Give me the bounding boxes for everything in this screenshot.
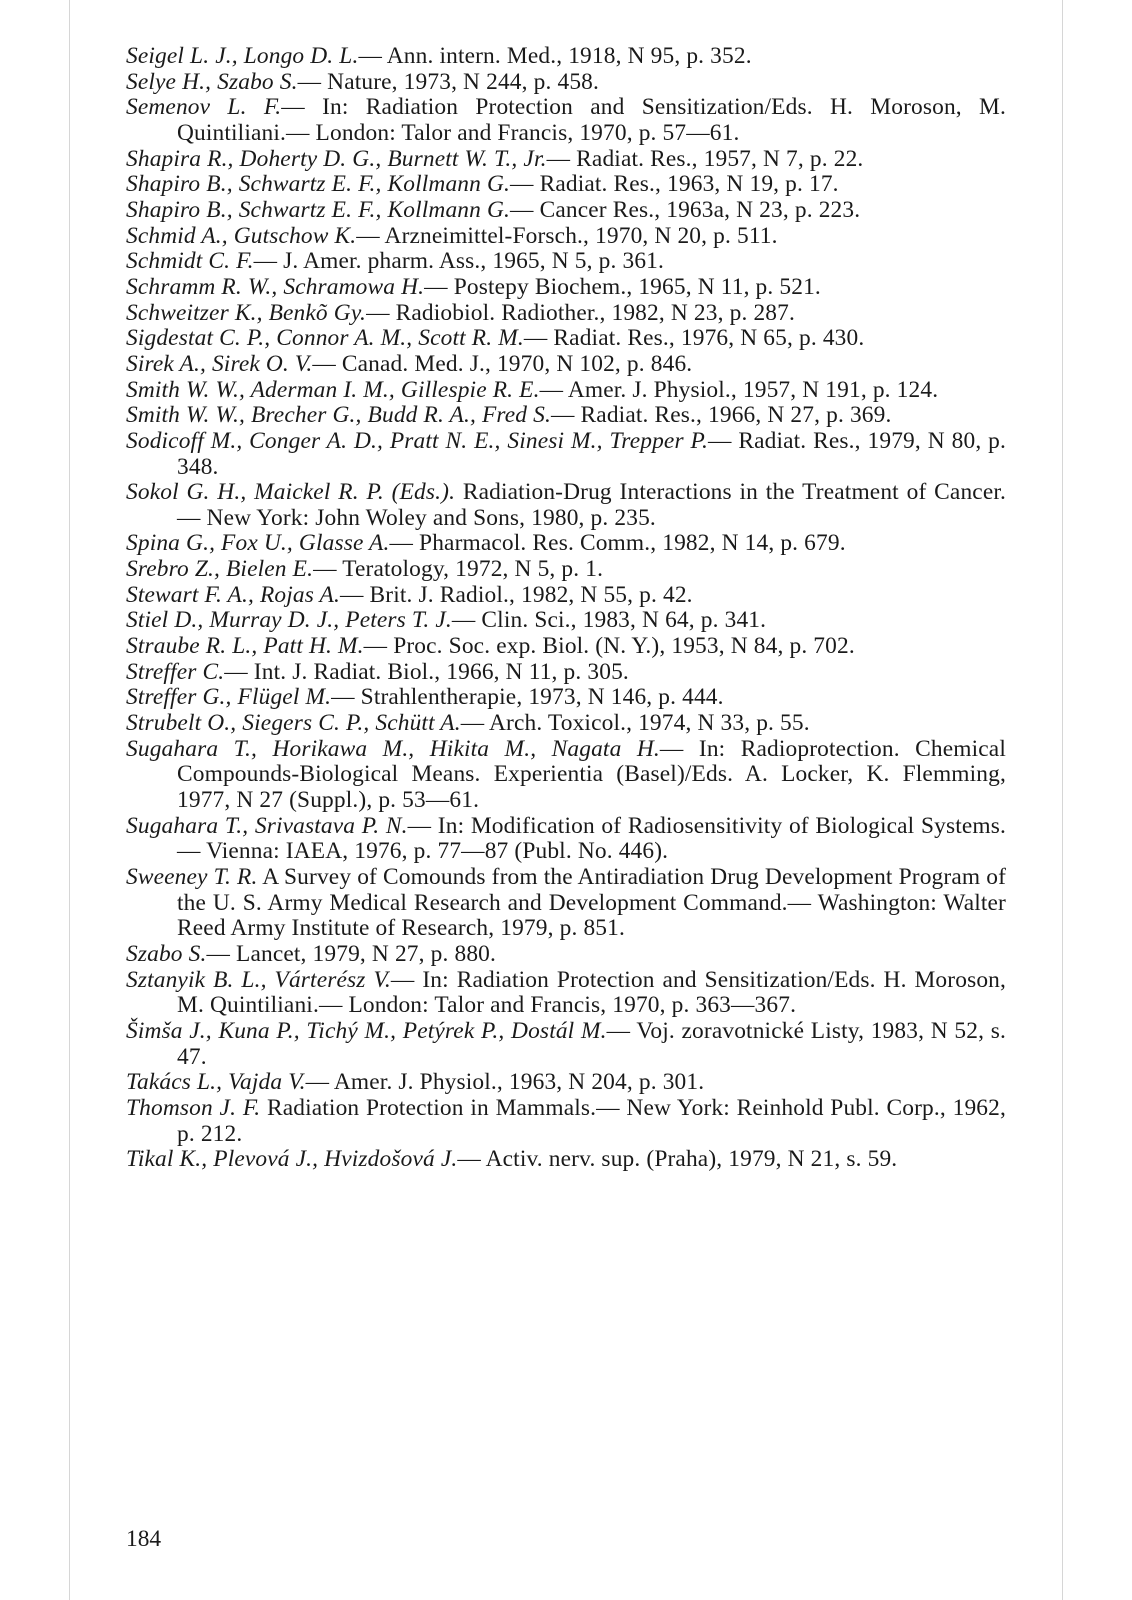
reference-entry	[126, 685, 1006, 711]
reference-source: — Lancet, 1979, N 27, p. 880.	[206, 940, 497, 967]
reference-authors: Straube R. L., Patt H. M.	[126, 633, 364, 660]
reference-authors: Sodicoff M., Conger A. D., Pratt N. E., Sinesi M., Trepper P.	[126, 427, 708, 454]
reference-source: — Radiat. Res., 1957, N 7, p. 22.	[546, 145, 864, 172]
reference-source: — J. Amer. pharm. Ass., 1965, N 5, p. 361.	[253, 248, 665, 275]
reference-entry	[126, 70, 1006, 96]
reference-entry	[126, 378, 1006, 404]
reference-entry	[126, 326, 1006, 352]
reference-entry	[126, 1147, 1006, 1173]
reference-authors: Shapiro B., Schwartz E. F., Kollmann G.	[126, 196, 511, 223]
reference-source: — Canad. Med. J., 1970, N 102, p. 846.	[312, 350, 693, 377]
reference-authors: Stewart F. A., Rojas A.	[126, 581, 340, 608]
reference-entry	[126, 737, 1006, 814]
reference-authors: Smith W. W., Brecher G., Budd R. A., Fred S.	[126, 402, 551, 429]
reference-entry	[126, 634, 1006, 660]
reference-source: — Amer. J. Physiol., 1957, N 191, p. 124.	[539, 376, 939, 403]
page-number: 184	[126, 1526, 162, 1552]
reference-authors: Sokol G. H., Maickel R. P. (Eds.).	[126, 479, 456, 506]
reference-source: — Strahlentherapie, 1973, N 146, p. 444.	[331, 684, 724, 711]
reference-entry	[126, 480, 1006, 531]
reference-entry	[126, 557, 1006, 583]
reference-entry	[126, 942, 1006, 968]
reference-source: — Cancer Res., 1963a, N 23, p. 223.	[510, 196, 861, 223]
reference-entry	[126, 172, 1006, 198]
reference-entry	[126, 95, 1006, 146]
reference-source: — Activ. nerv. sup. (Praha), 1979, N 21, s. 59.	[457, 1146, 898, 1173]
reference-source: — Arzneimittel-Forsch., 1970, N 20, p. 511.	[356, 222, 778, 249]
reference-source: — Ann. intern. Med., 1918, N 95, p. 352.	[358, 43, 752, 69]
reference-authors: Shapira R., Doherty D. G., Burnett W. T., Jr.	[126, 145, 547, 172]
reference-source: — Int. J. Radiat. Biol., 1966, N 11, p. 305.	[224, 658, 629, 685]
reference-authors: Semenov L. F.	[126, 94, 282, 121]
page-edge-right	[1062, 0, 1063, 1600]
reference-authors: Sigdestat C. P., Connor A. M., Scott R. M.	[126, 325, 524, 352]
reference-source: — Nature, 1973, N 244, p. 458.	[297, 68, 600, 95]
reference-entry	[126, 608, 1006, 634]
reference-entry	[126, 968, 1006, 1019]
reference-source: — Radiat. Res., 1979, N 80, p. 348.	[177, 427, 1006, 480]
reference-authors: Takács L., Vajda V.	[126, 1069, 306, 1096]
reference-entry	[126, 1019, 1006, 1070]
reference-source: — In: Radiation Protection and Sensitization/Eds. H. Moroson, M. Quintiliani.— London: Talor and Francis, 1970, p. 57—61.	[177, 94, 1006, 146]
reference-authors: Sugahara T., Srivastava P. N.	[126, 812, 408, 839]
reference-authors: Streffer G., Flügel M.	[126, 684, 332, 711]
reference-entry	[126, 660, 1006, 686]
reference-entry	[126, 198, 1006, 224]
reference-source: — Proc. Soc. exp. Biol. (N. Y.), 1953, N 84, p. 702.	[363, 633, 855, 660]
reference-authors: Seigel L. J., Longo D. L.	[126, 43, 359, 69]
reference-entry	[126, 1070, 1006, 1096]
reference-source: A Survey of Comounds from the Antiradiation Drug Development Program of the U. S. Army Medical Research and Development Command.— Washington: Walter Reed Army Institute of Research, 1979, p. 851.	[177, 864, 1007, 942]
reference-source: — Postepy Biochem., 1965, N 11, p. 521.	[424, 273, 821, 300]
reference-source: — Radiat. Res., 1976, N 65, p. 430.	[523, 325, 865, 352]
reference-authors: Schweitzer K., Benkõ Gy.	[126, 299, 367, 326]
page-edge-left	[69, 0, 70, 1600]
reference-authors: Tikal K., Plevová J., Hvizdošová J.	[126, 1146, 458, 1173]
reference-authors: Spina G., Fox U., Glasse A.	[126, 530, 390, 557]
reference-authors: Streffer C.	[126, 658, 225, 685]
reference-authors: Strubelt O., Siegers C. P., Schütt A.	[126, 710, 461, 737]
reference-authors: Sweeney T. R.	[126, 864, 258, 890]
reference-source: — Amer. J. Physiol., 1963, N 204, p. 301.	[305, 1069, 705, 1096]
reference-entry	[126, 1096, 1006, 1147]
reference-authors: Sirek A., Sirek O. V.	[126, 350, 313, 377]
reference-source: Radiation-Drug Interactions in the Treatment of Cancer.— New York: John Woley and Sons, 1980, p. 235.	[177, 479, 1006, 531]
reference-entry	[126, 403, 1006, 429]
reference-source: — Radiat. Res., 1963, N 19, p. 17.	[510, 171, 839, 198]
reference-entry	[126, 711, 1006, 737]
reference-entry	[126, 352, 1006, 378]
reference-authors: Stiel D., Murray D. J., Peters T. J.	[126, 607, 452, 634]
reference-list	[126, 44, 1006, 1173]
reference-entry	[126, 249, 1006, 275]
reference-entry	[126, 865, 1006, 942]
reference-entry	[126, 583, 1006, 609]
reference-source: — Clin. Sci., 1983, N 64, p. 341.	[451, 607, 767, 634]
reference-source: — Teratology, 1972, N 5, p. 1.	[313, 556, 604, 583]
reference-source: — Voj. zoravotnické Listy, 1983, N 52, s. 47.	[177, 1017, 1006, 1070]
reference-authors: Smith W. W., Aderman I. M., Gillespie R. E.	[126, 376, 540, 403]
reference-authors: Sztanyik B. L., Várterész V.	[126, 966, 391, 993]
reference-source: — Radiat. Res., 1966, N 27, p. 369.	[551, 402, 892, 429]
reference-entry	[126, 814, 1006, 865]
reference-authors: Shapiro B., Schwartz E. F., Kollmann G.	[126, 171, 511, 198]
reference-entry	[126, 429, 1006, 480]
reference-authors: Sugahara T., Horikawa M., Hikita M., Nagata H.	[126, 735, 660, 762]
reference-entry	[126, 44, 1006, 70]
reference-entry	[126, 224, 1006, 250]
reference-entry	[126, 531, 1006, 557]
reference-entry	[126, 301, 1006, 327]
reference-source: — In: Radiation Protection and Sensitization/Eds. H. Moroson, M. Quintiliani.— London: Talor and Francis, 1970, p. 363—367.	[177, 966, 1007, 1019]
reference-authors: Szabo S.	[126, 940, 207, 967]
reference-authors: Schramm R. W., Schramowa H.	[126, 273, 425, 300]
reference-authors: Schmidt C. F.	[126, 248, 254, 275]
reference-authors: Srebro Z., Bielen E.	[126, 556, 314, 583]
reference-source: — Pharmacol. Res. Comm., 1982, N 14, p. 679.	[389, 530, 846, 557]
reference-source: — In: Radioprotection. Chemical Compounds-Biological Means. Experientia (Basel)/Eds. A. Locker, K. Flemming, 1977, N 27 (Suppl.), p. 53—61.	[177, 735, 1006, 814]
reference-source: — Brit. J. Radiol., 1982, N 55, p. 42.	[340, 581, 693, 608]
reference-authors: Šimša J., Kuna P., Tichý M., Petýrek P., Dostál M.	[126, 1017, 607, 1044]
reference-source: — Arch. Toxicol., 1974, N 33, p. 55.	[460, 710, 810, 737]
reference-entry	[126, 275, 1006, 301]
reference-source: — In: Modification of Radiosensitivity of Biological Systems.— Vienna: IAEA, 1976, p. 77—87 (Publ. No. 446).	[177, 812, 1006, 865]
reference-authors: Selye H., Szabo S.	[126, 68, 298, 95]
reference-authors: Thomson J. F.	[126, 1094, 261, 1121]
reference-entry	[126, 147, 1006, 173]
reference-authors: Schmid A., Gutschow K.	[126, 222, 357, 249]
reference-source: Radiation Protection in Mammals.— New York: Reinhold Publ. Corp., 1962, p. 212.	[177, 1094, 1006, 1147]
reference-source: — Radiobiol. Radiother., 1982, N 23, p. 287.	[366, 299, 795, 326]
